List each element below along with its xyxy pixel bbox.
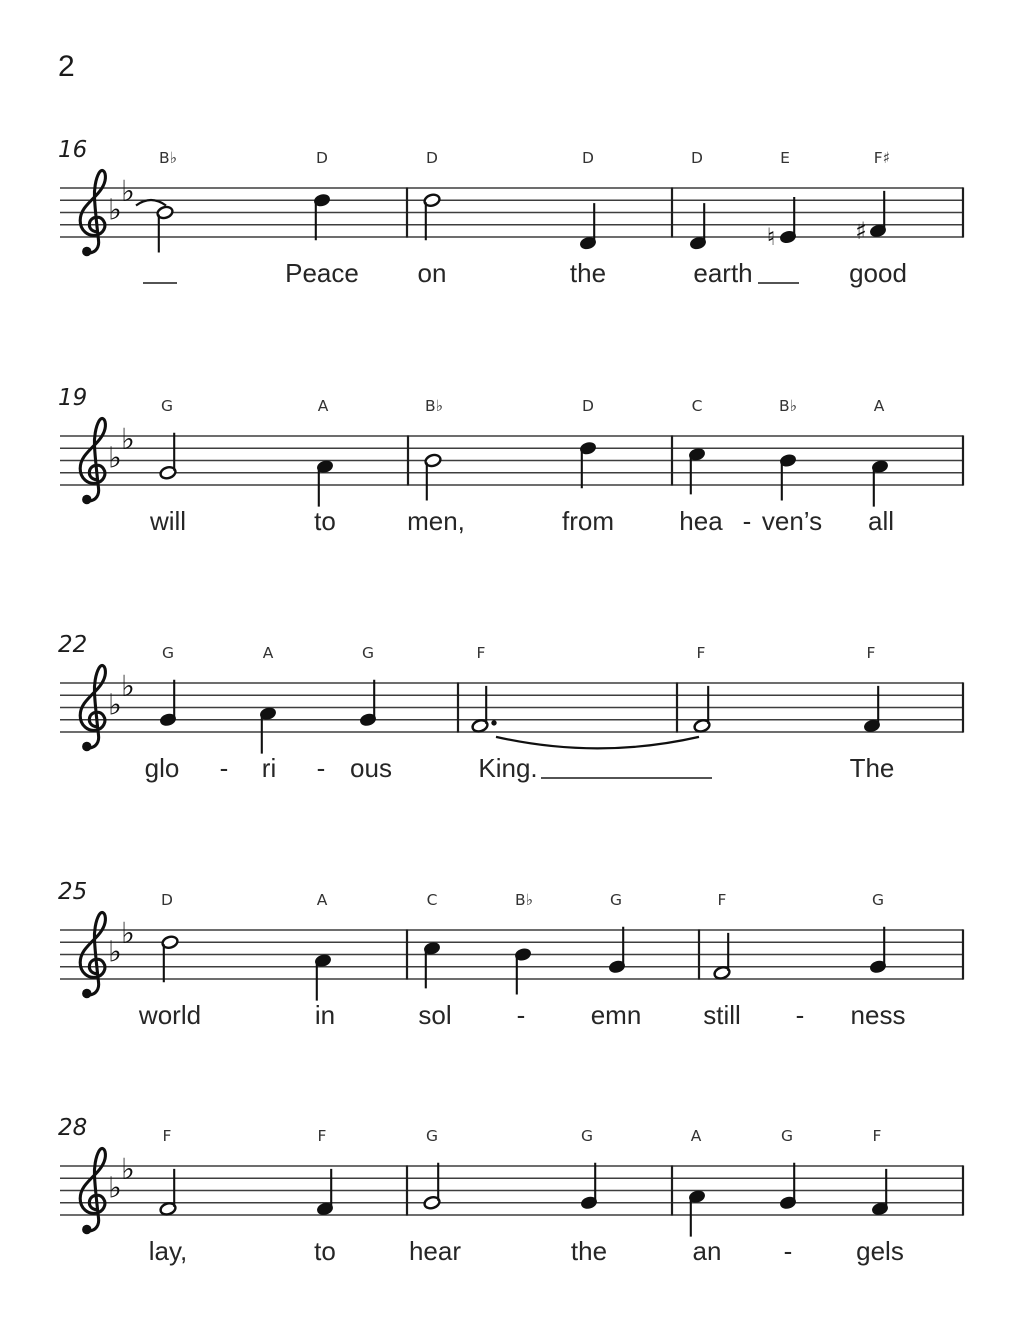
lyric: hear: [408, 1236, 462, 1266]
note-D5-quarter: [313, 193, 331, 240]
note-letter: A: [316, 891, 328, 909]
lyric: -: [795, 1000, 805, 1030]
note-letter: B♭: [779, 397, 797, 415]
treble-clef-stroke: [80, 171, 105, 253]
key-signature-flat-icon: ♭: [108, 934, 122, 969]
note-letter: G: [361, 644, 375, 662]
lyric: ous: [350, 753, 392, 783]
lyric: good: [849, 258, 907, 288]
note-F4-half: [693, 686, 711, 733]
lyric: the: [569, 258, 607, 288]
lyric: emn: [590, 1000, 642, 1030]
treble-clef-ball: [82, 989, 91, 998]
lyric: the: [570, 1236, 608, 1266]
lyric: ri: [261, 753, 277, 783]
note-G4-quarter: [869, 927, 887, 974]
lyric: in: [314, 1000, 336, 1030]
note-G4-quarter: [779, 1163, 797, 1210]
accidental-icon: ♮: [766, 223, 776, 251]
lyric: King.: [478, 753, 538, 783]
measure-number: 25: [58, 879, 88, 905]
lyric: -: [742, 506, 752, 536]
note-letter: C: [426, 891, 438, 909]
note-F4-quarter: [316, 1169, 334, 1216]
system-measure-19: [58, 385, 963, 536]
note-A4-quarter: [259, 706, 277, 753]
lyric: on: [417, 258, 447, 288]
key-signature-flat-icon: ♭: [121, 916, 135, 951]
lyric: all: [867, 506, 895, 536]
treble-clef-icon: [80, 171, 105, 257]
lyric: The: [849, 753, 895, 783]
note-D5-half: [161, 935, 179, 982]
note-C5-quarter: [423, 941, 441, 988]
key-signature-flat-icon: ♭: [108, 687, 122, 722]
treble-clef-stroke: [80, 913, 105, 995]
lyric: men,: [407, 506, 465, 536]
note-F4-half: [713, 933, 731, 980]
note-letter: F: [866, 644, 876, 662]
note-letter: G: [161, 644, 175, 662]
lyric: earth: [693, 258, 753, 288]
lyric: an: [692, 1236, 722, 1266]
note-B♭4-half: [156, 205, 174, 252]
lyric: sol: [418, 1000, 452, 1030]
lyric: will: [149, 506, 187, 536]
treble-clef-stroke: [80, 666, 105, 748]
key-signature-flat-icon: ♭: [121, 669, 135, 704]
note-letter: D: [161, 891, 173, 909]
system-measure-25: [58, 879, 963, 1030]
note-letter: F♯: [873, 149, 891, 167]
note-letter: A: [690, 1127, 702, 1145]
note-F4-quarter: [863, 686, 881, 733]
measure-number: 28: [58, 1115, 88, 1141]
key-signature-flat-icon: ♭: [121, 422, 135, 457]
note-D5-half: [423, 193, 441, 240]
note-A4-quarter: [316, 459, 334, 506]
system-measure-28: [58, 1115, 963, 1266]
lyric: -: [516, 1000, 526, 1030]
note-letter: G: [871, 891, 885, 909]
lyric: gels: [856, 1236, 904, 1266]
note-F4-quarter: [871, 1169, 889, 1216]
measure-number: 22: [58, 632, 88, 658]
note-letter: D: [316, 149, 328, 167]
lyric: to: [314, 1236, 336, 1266]
note-C5-quarter: [688, 447, 706, 494]
note-letter: B♭: [515, 891, 533, 909]
note-letter: A: [317, 397, 329, 415]
treble-clef-ball: [82, 247, 91, 256]
note-letter: E: [780, 149, 790, 167]
lyric: ven’s: [761, 506, 823, 536]
note-letter: C: [691, 397, 703, 415]
note-D4-quarter: [579, 203, 597, 250]
note-G4-quarter: [159, 680, 177, 727]
treble-clef-ball: [82, 742, 91, 751]
treble-clef-icon: [80, 666, 105, 752]
note-A4-quarter: [871, 459, 889, 506]
note-letter: G: [425, 1127, 439, 1145]
key-signature-flat-icon: ♭: [121, 174, 135, 209]
lyric: lay,: [148, 1236, 188, 1266]
note-G4-quarter: [359, 680, 377, 727]
note-B♭4-quarter: [514, 947, 532, 994]
note-letter: A: [873, 397, 885, 415]
note-letter: F: [872, 1127, 882, 1145]
system-measure-16: [58, 137, 963, 288]
note-letter: D: [582, 149, 594, 167]
treble-clef-icon: [80, 419, 105, 505]
note-letter: D: [426, 149, 438, 167]
note-letter: F: [162, 1127, 172, 1145]
note-letter: D: [582, 397, 594, 415]
lyric: -: [783, 1236, 793, 1266]
lyric: ness: [850, 1000, 906, 1030]
note-D4-quarter: [689, 203, 707, 250]
lyric: from: [562, 506, 614, 536]
lyric: -: [316, 753, 326, 783]
note-letter: B♭: [159, 149, 177, 167]
note-B♭4-half: [424, 453, 442, 500]
note-A4-quarter: [314, 953, 332, 1000]
lyric: Peace: [285, 258, 359, 288]
measure-number: 19: [58, 385, 88, 411]
treble-clef-icon: [80, 913, 105, 999]
note-letter: G: [780, 1127, 794, 1145]
note-letter: D: [691, 149, 703, 167]
lyric: -: [219, 753, 229, 783]
note-letter: G: [609, 891, 623, 909]
treble-clef-stroke: [80, 1149, 105, 1231]
key-signature-flat-icon: ♭: [121, 1152, 135, 1187]
lyric: to: [314, 506, 336, 536]
note-letter: G: [580, 1127, 594, 1145]
note-letter: F: [317, 1127, 327, 1145]
note-A4-quarter: [688, 1189, 706, 1236]
key-signature-flat-icon: ♭: [108, 192, 122, 227]
note-B♭4-quarter: [779, 453, 797, 500]
lyric: glo: [144, 753, 180, 783]
augmentation-dot: [491, 720, 496, 725]
key-signature-flat-icon: ♭: [108, 440, 122, 475]
note-E4-quarter: [767, 197, 797, 251]
treble-clef-ball: [82, 495, 91, 504]
treble-clef-ball: [82, 1225, 91, 1234]
note-F4-half: [159, 1169, 177, 1216]
lyric: still: [703, 1000, 741, 1030]
note-F4-dotted-half: [471, 686, 497, 733]
note-letter: B♭: [425, 397, 443, 415]
treble-clef-stroke: [80, 419, 105, 501]
note-G4-quarter: [580, 1163, 598, 1210]
key-signature-flat-icon: ♭: [108, 1170, 122, 1205]
system-measure-22: [58, 632, 963, 783]
page-number: 2: [58, 50, 75, 83]
lyric: world: [138, 1000, 202, 1030]
note-letter: F: [476, 644, 486, 662]
note-G4-quarter: [608, 927, 626, 974]
note-G4-half: [159, 433, 177, 480]
note-letter: A: [262, 644, 274, 662]
treble-clef-icon: [80, 1149, 105, 1235]
note-D5-quarter: [579, 441, 597, 488]
lyric: hea: [679, 506, 723, 536]
note-letter: F: [717, 891, 727, 909]
note-letter: G: [160, 397, 174, 415]
tie: [496, 737, 699, 749]
note-letter: F: [696, 644, 706, 662]
accidental-icon: ♯: [855, 216, 867, 245]
measure-number: 16: [58, 137, 88, 163]
note-G4-half: [423, 1163, 441, 1210]
